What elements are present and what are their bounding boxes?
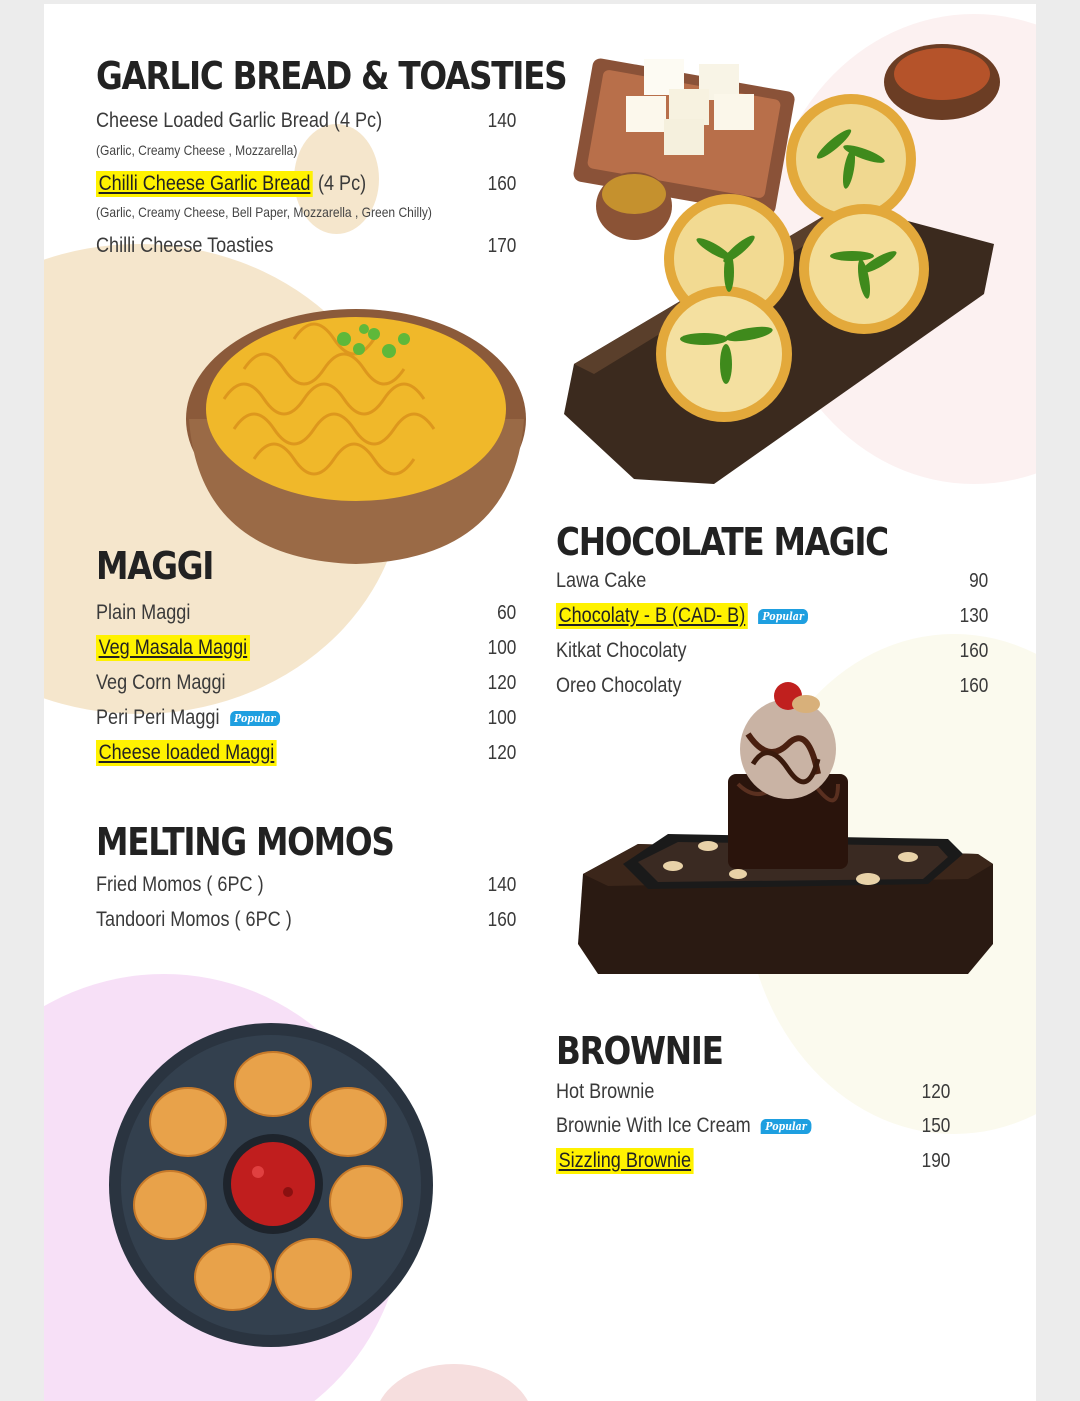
section-title-brownie: BROWNIE	[556, 1029, 723, 1073]
bg-blob-rose-bottom	[374, 1364, 534, 1401]
item-name-highlighted: Veg Masala Maggi	[96, 635, 250, 661]
momos-plate-image	[108, 1022, 438, 1352]
item-name: Kitkat Chocolaty	[556, 639, 687, 662]
item-price: 140	[487, 110, 516, 132]
menu-item-peri-peri-maggi	[96, 703, 516, 733]
item-name: Fried Momos ( 6PC )	[96, 873, 264, 896]
section-title-melting-momos: MELTING MOMOS	[96, 820, 394, 864]
garlic-bread-image	[564, 34, 1024, 494]
item-name: Veg Corn Maggi	[96, 671, 226, 694]
popular-badge: Popular	[230, 711, 280, 726]
menu-item-chilli-cheese-toasties	[96, 231, 516, 261]
item-price: 120	[487, 742, 516, 764]
item-name-highlighted: Cheese loaded Maggi	[96, 740, 277, 766]
item-price: 160	[959, 640, 988, 662]
item-price: 160	[959, 675, 988, 697]
item-name: Lawa Cake	[556, 569, 647, 592]
item-price: 120	[921, 1081, 950, 1103]
menu-item-fried-momos	[96, 870, 516, 900]
maggi-bowl-image	[184, 279, 534, 569]
section-title-maggi: MAGGI	[96, 544, 214, 588]
section-title-garlic-bread: GARLIC BREAD & TOASTIES	[96, 54, 567, 98]
item-price: 160	[487, 173, 516, 195]
item-description: (Garlic, Creamy Cheese , Mozzarella)	[96, 142, 298, 158]
menu-item-brownie-with-ice-cream	[556, 1111, 950, 1141]
item-price: 140	[487, 874, 516, 896]
menu-item-veg-corn-maggi	[96, 668, 516, 698]
menu-item-cheese-loaded-maggi	[96, 738, 516, 768]
item-description: (Garlic, Creamy Cheese, Bell Paper, Mozzarella , Green Chilly)	[96, 204, 432, 220]
menu-item-kitkat-chocolaty	[556, 636, 988, 666]
item-price: 100	[487, 637, 516, 659]
popular-badge: Popular	[758, 609, 808, 624]
item-name-highlighted: Sizzling Brownie	[556, 1148, 694, 1174]
item-price: 100	[487, 707, 516, 729]
item-price: 90	[968, 570, 988, 592]
item-name-highlighted: Chilli Cheese Garlic Bread	[96, 171, 313, 197]
item-name: Peri Peri Maggi	[96, 706, 220, 729]
item-name: Cheese Loaded Garlic Bread (4 Pc)	[96, 109, 383, 132]
menu-item-chocolaty-b	[556, 601, 988, 631]
item-name-suffix: (4 Pc)	[312, 172, 367, 195]
popular-badge: Popular	[761, 1119, 811, 1134]
item-price: 170	[487, 235, 516, 257]
item-name: Chilli Cheese Toasties	[96, 234, 274, 257]
menu-item-veg-masala-maggi	[96, 633, 516, 663]
menu-item-tandoori-momos	[96, 905, 516, 935]
item-name: Brownie With Ice Cream	[556, 1114, 751, 1137]
item-name: Oreo Chocolaty	[556, 674, 682, 697]
menu-item-plain-maggi	[96, 598, 516, 628]
menu-item-sizzling-brownie	[556, 1146, 950, 1176]
item-price: 150	[921, 1115, 950, 1137]
item-name: Tandoori Momos ( 6PC )	[96, 908, 292, 931]
menu-item-cheese-loaded-garlic-bread	[96, 106, 516, 136]
menu-page	[44, 4, 1036, 1401]
item-name-highlighted: Chocolaty - B (CAD- B)	[556, 603, 748, 629]
item-price: 60	[496, 602, 516, 624]
menu-item-lawa-cake	[556, 566, 988, 596]
menu-item-chilli-cheese-garlic-bread	[96, 169, 516, 199]
item-price: 160	[487, 909, 516, 931]
menu-item-hot-brownie	[556, 1077, 950, 1107]
item-price: 120	[487, 672, 516, 694]
section-title-chocolate-magic: CHOCOLATE MAGIC	[556, 520, 888, 564]
item-name: Hot Brownie	[556, 1080, 655, 1103]
sizzling-brownie-image	[578, 674, 998, 979]
item-price: 190	[921, 1150, 950, 1172]
item-price: 130	[959, 605, 988, 627]
item-name: Plain Maggi	[96, 601, 191, 624]
